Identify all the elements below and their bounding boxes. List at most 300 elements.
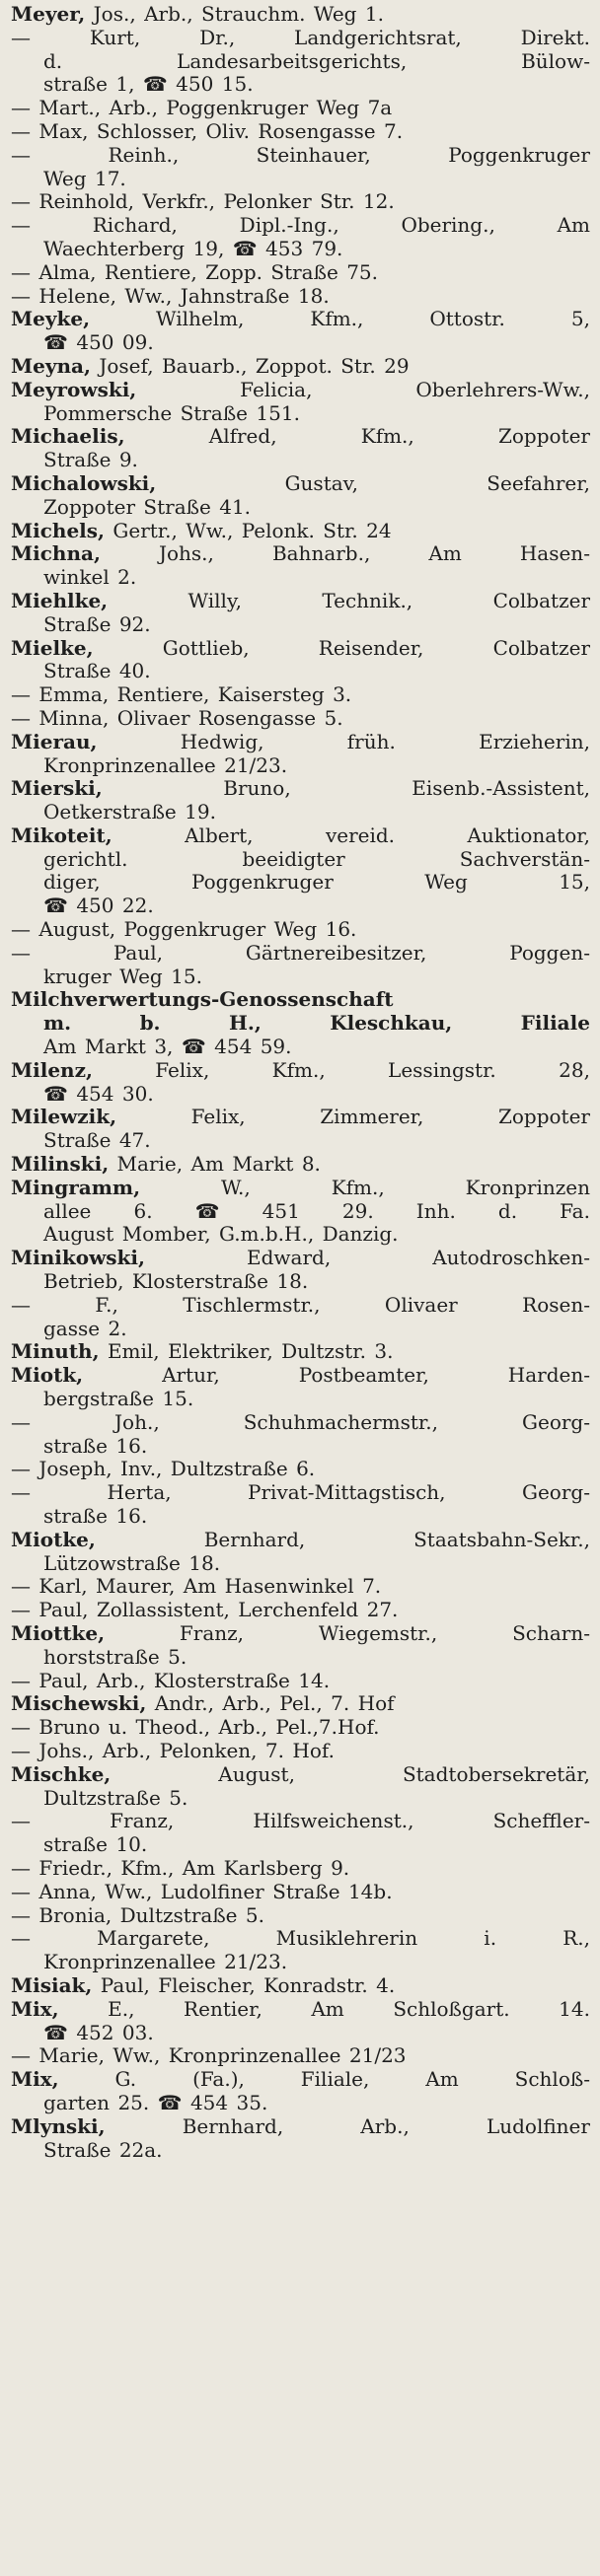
entry-word: beeidigter	[242, 847, 345, 871]
entry-word: Straße	[272, 1880, 340, 1903]
entry-word: Waechterberg	[43, 237, 186, 260]
entry-line	[11, 50, 590, 74]
entry-line	[11, 542, 590, 566]
surname: Mierski,	[11, 777, 103, 801]
entry-line	[11, 1833, 590, 1857]
entry-word: Olivaer	[116, 706, 190, 730]
entry-line	[11, 190, 590, 214]
entry-word: Edward,	[247, 1247, 332, 1270]
entry-line	[11, 918, 590, 942]
entry-word: Strauchm.	[201, 3, 306, 26]
entry-word: 09.	[121, 331, 154, 355]
entry-word: Klosterstraße	[131, 1270, 268, 1294]
entry-word: Betrieb,	[43, 1270, 124, 1294]
entry-word: 22a.	[118, 2138, 163, 2162]
entry-word: 7.	[264, 1739, 285, 1762]
entry-word: August	[43, 1223, 114, 1247]
entry-line	[11, 214, 590, 238]
surname: Milinski,	[11, 1153, 110, 1177]
entry-line	[11, 1670, 590, 1693]
entry-word: —	[11, 918, 31, 942]
entry-word: d.	[497, 1199, 518, 1223]
entry-word: Joh.,	[114, 1410, 160, 1434]
directory-entry	[11, 355, 590, 379]
entry-line	[11, 988, 590, 1012]
surname: Michalowski,	[11, 471, 157, 495]
entry-word: ☎	[142, 73, 168, 97]
entry-word: ☎	[194, 1199, 220, 1223]
entry-word: Kronprinzenallee	[43, 1951, 216, 1974]
entry-word: Straße	[180, 401, 249, 425]
entry-word: Weg	[313, 3, 357, 26]
entry-line	[11, 1318, 590, 1341]
entry-word: Pelonk.	[241, 519, 315, 542]
entry-word: 15.	[221, 73, 254, 97]
entry-word: —	[11, 1599, 31, 1622]
entry-word: Schloßgart.	[393, 1997, 510, 2021]
entry-word: Albert,	[185, 823, 254, 847]
entry-word: Jahnstraße	[180, 284, 290, 308]
entry-word: kruger	[43, 965, 112, 988]
entry-word: Arb.,	[102, 1739, 152, 1762]
entry-word: —	[11, 683, 31, 707]
entry-word: Poggenkruger	[123, 918, 266, 942]
entry-word: Kfm.,	[310, 308, 364, 331]
entry-word: —	[11, 284, 31, 308]
entry-word: Mart.,	[38, 97, 102, 120]
entry-word: Maurer,	[95, 1575, 176, 1599]
surname: Misiak,	[11, 1973, 93, 1997]
entry-word: Am	[428, 542, 462, 566]
surname: Filiale	[520, 1012, 590, 1036]
entry-word: 5,	[570, 308, 590, 331]
entry-line	[11, 331, 590, 355]
entry-line	[11, 379, 590, 402]
entry-word: 5.	[324, 706, 343, 730]
entry-line	[11, 1036, 590, 1059]
entry-word: Pel.,	[279, 1692, 323, 1716]
entry-word: 6.	[296, 1458, 316, 1481]
entry-line	[11, 824, 590, 848]
entry-word: Lützowstraße	[43, 1551, 181, 1575]
entry-line	[11, 1951, 590, 1974]
entry-word: 1,	[115, 73, 135, 97]
entry-line	[11, 472, 590, 496]
entry-word: Dr.,	[199, 26, 236, 49]
entry-line	[11, 1223, 590, 1247]
entry-word: Landesarbeitsgerichts,	[177, 49, 408, 73]
surname: Mix,	[11, 2068, 59, 2092]
entry-word: Staatsbahn-Sekr.,	[413, 1528, 590, 1551]
entry-word: 30.	[121, 1082, 154, 1106]
entry-line	[11, 1622, 590, 1646]
entry-word: 27.	[366, 1599, 399, 1622]
entry-word: Fa.	[560, 1199, 590, 1223]
entry-word: —	[11, 119, 31, 143]
entry-word: Felicia,	[240, 378, 313, 401]
entry-line	[11, 1083, 590, 1107]
entry-line	[11, 449, 590, 472]
entry-word: 75.	[346, 260, 378, 284]
entry-word: 12.	[362, 190, 395, 214]
entry-word: Schuhmachermstr.,	[243, 1410, 438, 1434]
entry-word: Ludolfiner	[160, 1880, 264, 1903]
entry-word: Andr.,	[154, 1692, 214, 1716]
entry-line	[11, 425, 590, 449]
entry-line	[11, 1059, 590, 1083]
entry-word: 18.	[276, 1270, 309, 1294]
entry-line	[11, 731, 590, 754]
entry-line	[11, 2139, 590, 2163]
entry-word: —	[11, 1856, 31, 1880]
entry-word: Johs.,	[158, 542, 214, 566]
entry-word: Max,	[38, 119, 89, 143]
entry-line	[11, 1458, 590, 1481]
entry-word: 3.	[333, 683, 352, 707]
entry-line	[11, 1787, 590, 1811]
entry-word: Karlsberg	[223, 1856, 323, 1880]
entry-word: Rentiere,	[104, 260, 197, 284]
directory-entry	[11, 1529, 590, 1622]
entry-word: Steinhauer,	[256, 143, 371, 167]
entry-word: Dipl.-Ing.,	[239, 214, 339, 238]
entry-word: Straße	[270, 260, 338, 284]
entry-word: Gertr.,	[112, 519, 178, 542]
entry-word: 29	[384, 354, 410, 378]
entry-word: Oliv.	[205, 119, 251, 143]
surname: Mlynski,	[11, 2114, 106, 2138]
entry-word: Kronprinzenallee	[43, 753, 216, 777]
entry-word: Zoppoter	[497, 1106, 590, 1129]
entry-line	[11, 1177, 590, 1200]
entry-word: Str.	[320, 190, 355, 214]
entry-line	[11, 2115, 590, 2139]
entry-word: Eisenb.-Assistent,	[412, 777, 590, 801]
entry-line	[11, 2022, 590, 2045]
entry-line	[11, 871, 590, 894]
entry-word: 2.	[108, 1317, 127, 1340]
entry-line	[11, 1810, 590, 1833]
entry-word: Schlosser,	[96, 119, 198, 143]
entry-word: Rentier,	[184, 1997, 262, 2021]
entry-word: Auktionator,	[467, 823, 590, 847]
entry-word: Straße	[43, 449, 112, 472]
entry-word: allee	[43, 1199, 92, 1223]
entry-word: Colbatzer	[492, 589, 590, 612]
entry-line	[11, 285, 590, 309]
surname: Mischke,	[11, 1762, 112, 1786]
surname: m.	[43, 1012, 72, 1036]
directory-entry	[11, 379, 590, 426]
entry-word: Paul,	[112, 941, 163, 965]
entry-line	[11, 966, 590, 989]
entry-word: 15.	[162, 1388, 194, 1411]
entry-word: Oetkerstraße	[43, 801, 177, 824]
entry-line	[11, 1763, 590, 1787]
entry-word: Friedr.,	[38, 1856, 112, 1880]
entry-word: Minna,	[38, 706, 110, 730]
entry-word: Theod.,	[135, 1716, 211, 1740]
entry-word: straße	[43, 1505, 108, 1528]
entry-word: W.,	[220, 1176, 251, 1199]
entry-word: Alfred,	[208, 425, 277, 449]
surname: Mischewski,	[11, 1692, 147, 1716]
entry-word: Straße	[43, 612, 112, 636]
entry-word: Arb.,	[360, 2114, 410, 2138]
entry-line	[11, 1505, 590, 1529]
directory-entry	[11, 308, 590, 355]
entry-word: Emil,	[107, 1340, 160, 1364]
surname: Mielke,	[11, 636, 94, 660]
entry-word: straße	[43, 73, 108, 97]
entry-word: —	[11, 143, 31, 167]
entry-word: Weg	[43, 167, 87, 190]
entry-word: 59.	[260, 1036, 292, 1059]
entry-word: —	[11, 1575, 31, 1599]
entry-word: G.m.b.H.,	[218, 1223, 315, 1247]
entry-line	[11, 73, 590, 97]
entry-word: 21/23.	[224, 1951, 288, 1974]
directory-entry	[11, 637, 590, 731]
entry-word: Kronprinzen	[465, 1176, 590, 1199]
entry-word: Kronprinzenallee	[168, 2044, 341, 2068]
entry-word: Paul,	[100, 1973, 150, 1997]
directory-entry	[11, 1763, 590, 1974]
directory-entry	[11, 2115, 590, 2163]
entry-line	[11, 402, 590, 426]
entry-line	[11, 637, 590, 661]
entry-word: Tischlermstr.,	[183, 1293, 321, 1317]
surname: Meyrowski,	[11, 378, 137, 401]
entry-word: 454	[76, 1082, 114, 1106]
entry-word: Bauarb.,	[161, 354, 248, 378]
entry-line	[11, 1927, 590, 1951]
entry-word: Josef,	[99, 354, 154, 378]
entry-word: 41.	[219, 495, 252, 519]
entry-word: Weg	[424, 871, 468, 894]
entry-word: 5.	[245, 1903, 264, 1927]
entry-word: Obering.,	[401, 214, 495, 238]
entry-line	[11, 942, 590, 966]
entry-word: Poggen-	[509, 941, 590, 965]
entry-word: Rosengasse	[197, 706, 317, 730]
entry-word: 16.	[325, 918, 357, 942]
entry-word: Hasenwinkel	[224, 1575, 354, 1599]
entry-word: Str.	[340, 354, 376, 378]
entry-word: Felix,	[155, 1058, 210, 1082]
directory-entry	[11, 3, 590, 308]
entry-word: 151.	[256, 401, 300, 425]
surname: Miotke,	[11, 1528, 96, 1551]
entry-word: Bernhard,	[182, 2114, 284, 2138]
entry-line	[11, 496, 590, 520]
entry-word: bergstraße	[43, 1388, 154, 1411]
entry-word: Zoppoter	[497, 425, 590, 449]
surname: Mierau,	[11, 730, 98, 753]
entry-word: 453	[265, 237, 304, 260]
entry-line	[11, 1692, 590, 1716]
entry-line	[11, 1857, 590, 1881]
entry-line	[11, 27, 590, 50]
entry-word: ☎	[157, 2091, 183, 2114]
entry-word: 25.	[117, 2091, 150, 2114]
surname: Minuth,	[11, 1340, 100, 1364]
entry-word: 7.	[331, 1692, 350, 1716]
entry-word: Elektriker,	[168, 1340, 273, 1364]
entry-word: 16.	[115, 1505, 148, 1528]
entry-word: Scheffler-	[492, 1810, 590, 1833]
entry-word: Arb.,	[144, 3, 193, 26]
entry-word: Artur,	[162, 1364, 220, 1388]
entry-word: Joseph,	[38, 1458, 112, 1481]
entry-word: Marie,	[38, 2044, 105, 2068]
entry-word: Ww.,	[124, 284, 173, 308]
entry-word: ☎	[43, 1082, 68, 1106]
entry-word: winkel	[43, 566, 110, 590]
entry-word: Marie,	[116, 1153, 184, 1177]
entry-word: R.,	[562, 1927, 590, 1951]
entry-word: Str.	[323, 519, 358, 542]
entry-word: Bülow-	[521, 49, 590, 73]
entry-word: 03.	[121, 2021, 154, 2044]
entry-line	[11, 801, 590, 824]
surname: Milewzik,	[11, 1106, 117, 1129]
directory-entry	[11, 1692, 590, 1762]
entry-line	[11, 754, 590, 778]
entry-word: Pommersche	[43, 401, 173, 425]
entry-line	[11, 1481, 590, 1505]
entry-line	[11, 144, 590, 168]
entry-line	[11, 3, 590, 27]
surname: Milenz,	[11, 1058, 93, 1082]
surname: Miottke,	[11, 1621, 106, 1645]
entry-word: Hof	[357, 1692, 395, 1716]
entry-word: Herta,	[107, 1481, 172, 1505]
entry-word: Landgerichtsrat,	[294, 26, 462, 49]
surname: b.	[139, 1012, 161, 1036]
directory-entry	[11, 1247, 590, 1340]
entry-word: garten	[43, 2091, 111, 2114]
entry-word: E.,	[108, 1997, 135, 2021]
entry-word: 29.	[341, 1199, 374, 1223]
entry-word: 15.	[171, 965, 202, 988]
entry-word: Hilfsweichenst.,	[253, 1810, 414, 1833]
entry-word: 17.	[94, 167, 126, 190]
entry-word: Karl,	[38, 1575, 88, 1599]
entry-word: August,	[218, 1762, 295, 1786]
entry-word: früh.	[346, 730, 396, 753]
entry-word: —	[11, 1739, 31, 1762]
surname: Miehlke,	[11, 589, 109, 612]
entry-word: Paul,	[38, 1669, 89, 1692]
directory-entry	[11, 472, 590, 520]
entry-word: Georg-	[522, 1410, 590, 1434]
entry-word: Straße	[143, 495, 211, 519]
entry-line	[11, 1716, 590, 1740]
entry-word: Seefahrer,	[487, 471, 590, 495]
entry-word: Johs.,	[38, 1739, 95, 1762]
entry-word: Verkfr.,	[142, 190, 216, 214]
entry-line	[11, 1998, 590, 2022]
entry-word: 92.	[118, 612, 151, 636]
entry-word: 79.	[311, 237, 343, 260]
entry-word: —	[11, 1458, 31, 1481]
entry-word: (Fa.),	[192, 2068, 245, 2092]
entry-word: Rosengasse	[258, 119, 376, 143]
entry-word: Kfm.,	[120, 1856, 175, 1880]
entry-word: Direkt.	[520, 26, 590, 49]
entry-word: 8.	[301, 1153, 321, 1177]
entry-word: Bruno,	[223, 777, 291, 801]
entry-line	[11, 1646, 590, 1670]
entry-word: Lessingstr.	[388, 1058, 496, 1082]
entry-word: Konradstr.	[263, 1973, 368, 1997]
entry-word: —	[11, 214, 31, 238]
directory-entry	[11, 1364, 590, 1529]
entry-line	[11, 1904, 590, 1928]
entry-word: Wilhelm,	[155, 308, 245, 331]
entry-word: Jos.,	[93, 3, 136, 26]
directory-entry	[11, 590, 590, 637]
entry-word: 19.	[185, 801, 216, 824]
entry-line	[11, 168, 590, 191]
entry-word: Arb.,	[96, 1669, 146, 1692]
entry-word: Poggenkruger	[166, 97, 309, 120]
entry-word: Poggenkruger	[448, 143, 590, 167]
entry-word: Klosterstraße	[153, 1669, 290, 1692]
entry-word: Ottostr.	[429, 308, 505, 331]
entry-word: 35.	[236, 2091, 268, 2114]
entry-word: —	[11, 1481, 31, 1505]
entry-word: Dultzstr.	[281, 1340, 366, 1364]
entry-word: Zopp.	[205, 260, 262, 284]
entry-word: Oberlehrers-Ww.,	[415, 378, 590, 401]
entry-line	[11, 1599, 590, 1622]
entry-word: Arb.,	[218, 1716, 268, 1740]
entry-line	[11, 97, 590, 120]
entry-word: Markt	[232, 1153, 294, 1177]
entry-word: Reinhold,	[38, 190, 135, 214]
entry-word: Danzig.	[322, 1223, 399, 1247]
entry-word: Alma,	[38, 260, 97, 284]
entry-word: Autodroschken-	[432, 1247, 590, 1270]
entry-line	[11, 261, 590, 285]
entry-line	[11, 1575, 590, 1599]
entry-word: Weg	[316, 97, 360, 120]
entry-line	[11, 2092, 590, 2115]
entry-word: —	[11, 1669, 31, 1692]
surname: Milchverwertungs-Genossenschaft	[11, 988, 394, 1012]
entry-line	[11, 1552, 590, 1576]
directory-entry	[11, 824, 590, 989]
entry-word: 450	[76, 331, 114, 355]
entry-word: 9.	[331, 1856, 350, 1880]
entry-word: Anna,	[38, 1880, 97, 1903]
entry-word: Bruno	[38, 1716, 101, 1740]
entry-line	[11, 590, 590, 613]
directory-entry	[11, 777, 590, 824]
entry-word: —	[11, 1293, 31, 1317]
entry-word: 47.	[118, 1129, 151, 1153]
entry-line	[11, 1740, 590, 1763]
entry-word: gerichtl.	[43, 847, 128, 871]
entry-word: ☎	[43, 894, 68, 918]
entry-word: Kfm.,	[360, 425, 414, 449]
entry-word: —	[11, 706, 31, 730]
entry-word: ☎	[181, 1036, 206, 1059]
entry-word: 3.	[374, 1340, 394, 1364]
entry-word: Bernhard,	[203, 1528, 306, 1551]
